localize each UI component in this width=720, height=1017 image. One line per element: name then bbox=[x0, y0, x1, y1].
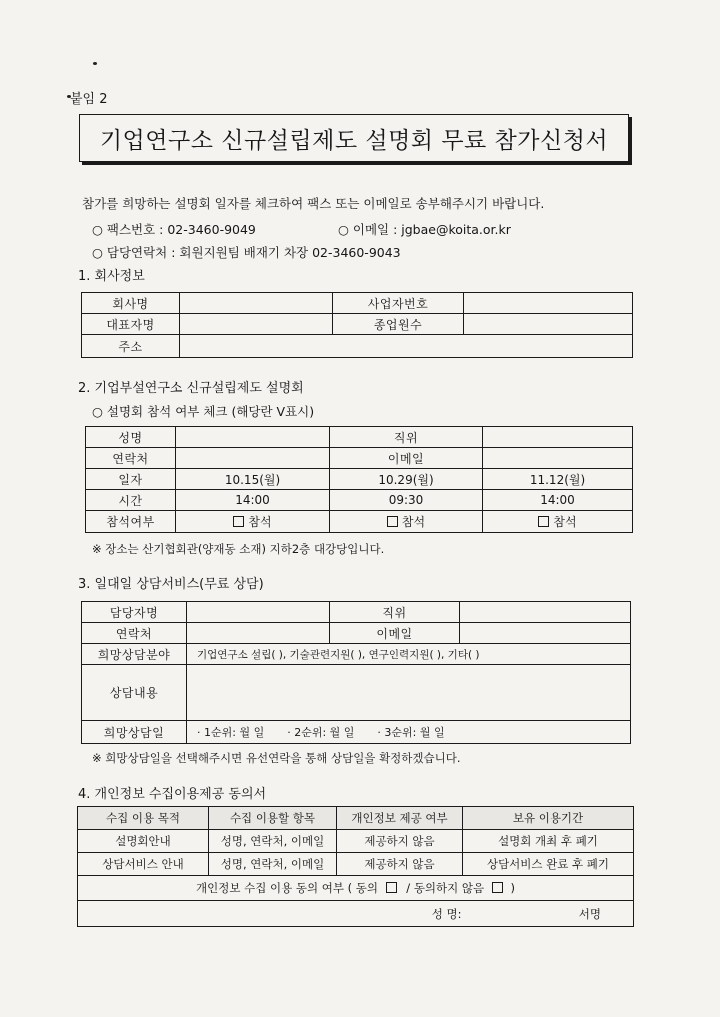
table-cell: 설명회안내 bbox=[78, 830, 209, 853]
employees-field[interactable] bbox=[464, 314, 633, 335]
table-cell: 제공하지 않음 bbox=[337, 853, 463, 876]
contact-label: 연락처 bbox=[86, 448, 176, 469]
session3-attend-text: 참석 bbox=[553, 515, 577, 529]
field-options[interactable]: 기업연구소 설립( ), 기술관련지원( ), 연구인력지원( ), 기타( ) bbox=[187, 644, 631, 665]
session2-attend[interactable] bbox=[330, 511, 483, 533]
company-name-label: 회사명 bbox=[82, 293, 180, 314]
section1-heading: 1. 회사정보 bbox=[78, 269, 145, 284]
signer-name-label: 성 명: bbox=[431, 906, 462, 921]
header-retention: 보유 이용기간 bbox=[463, 807, 634, 830]
email-field[interactable] bbox=[483, 448, 633, 469]
date-label: 일자 bbox=[86, 469, 176, 490]
c-email-field[interactable] bbox=[460, 623, 631, 644]
table-cell: 제공하지 않음 bbox=[337, 830, 463, 853]
content-field[interactable] bbox=[187, 665, 631, 721]
table-cell: 상담서비스 완료 후 폐기 bbox=[463, 853, 634, 876]
attend-label: 참석여부 bbox=[86, 511, 176, 533]
header-purpose: 수집 이용 목적 bbox=[78, 807, 209, 830]
session2-date: 10.29(월) bbox=[330, 469, 483, 490]
business-number-field[interactable] bbox=[464, 293, 633, 314]
session2-checkbox[interactable] bbox=[387, 516, 398, 527]
disagree-checkbox[interactable] bbox=[492, 882, 503, 893]
agree-checkbox[interactable] bbox=[386, 882, 397, 893]
session2-attend-text: 참석 bbox=[401, 515, 426, 529]
position-label: 직위 bbox=[330, 427, 483, 448]
manager-field[interactable] bbox=[187, 602, 330, 623]
position-field[interactable] bbox=[483, 427, 633, 448]
privacy-consent-table bbox=[77, 806, 634, 927]
session3-date: 11.12(월) bbox=[483, 469, 633, 490]
header-items: 수집 이용할 항목 bbox=[209, 807, 337, 830]
table-cell: 성명, 연락처, 이메일 bbox=[209, 830, 337, 853]
header-provision: 개인정보 제공 여부 bbox=[337, 807, 463, 830]
section2-note: ※ 장소는 산기협회관(양재동 소재) 지하2층 대강당입니다. bbox=[92, 542, 385, 556]
consent-prefix: 개인정보 수집 이용 동의 여부 ( 동의 bbox=[196, 881, 378, 895]
address-label: 주소 bbox=[82, 335, 180, 358]
table-cell: 설명회 개최 후 폐기 bbox=[463, 830, 634, 853]
section4-heading: 4. 개인정보 수집이용제공 동의서 bbox=[78, 787, 267, 802]
table-cell: 상담서비스 안내 bbox=[78, 853, 209, 876]
c-position-label: 직위 bbox=[330, 602, 460, 623]
section2-subheading: ○ 설명회 참석 여부 체크 (해당란 V표시) bbox=[92, 404, 315, 419]
session3-attend[interactable] bbox=[483, 511, 633, 533]
address-field[interactable] bbox=[180, 335, 633, 358]
attachment-label: 붙임 2 bbox=[70, 92, 108, 107]
ceo-name-label: 대표자명 bbox=[82, 314, 180, 335]
consent-row bbox=[78, 876, 634, 901]
table-cell: 성명, 연락처, 이메일 bbox=[209, 853, 337, 876]
ceo-name-field[interactable] bbox=[180, 314, 333, 335]
preferred-dates[interactable] bbox=[187, 721, 631, 744]
consent-suffix: ) bbox=[510, 881, 515, 895]
section3-note: ※ 희망상담일을 선택해주시면 유선연락을 통해 상담일을 확정하겠습니다. bbox=[92, 751, 461, 765]
session1-checkbox[interactable] bbox=[233, 516, 244, 527]
session3-checkbox[interactable] bbox=[538, 516, 549, 527]
seminar-table bbox=[85, 426, 633, 533]
company-info-table bbox=[81, 292, 633, 358]
section3-heading: 3. 일대일 상담서비스(무료 상담) bbox=[78, 577, 264, 592]
intro-text: 참가를 희망하는 설명회 일자를 체크하여 팩스 또는 이메일로 송부해주시기 바랍니다. bbox=[82, 196, 545, 211]
content-label: 상담내용 bbox=[82, 665, 187, 721]
field-label: 희망상담분야 bbox=[82, 644, 187, 665]
name-label: 성명 bbox=[86, 427, 176, 448]
signature-row[interactable] bbox=[78, 901, 634, 927]
c-position-field[interactable] bbox=[460, 602, 631, 623]
document-title: 기업연구소 신규설립제도 설명회 무료 참가신청서 bbox=[79, 114, 629, 162]
consent-separator: / 동의하지 않음 bbox=[406, 881, 485, 895]
company-name-field[interactable] bbox=[180, 293, 333, 314]
name-field[interactable] bbox=[176, 427, 330, 448]
session3-time: 14:00 bbox=[483, 490, 633, 511]
manager-label: 담당자명 bbox=[82, 602, 187, 623]
contact-field[interactable] bbox=[176, 448, 330, 469]
top-dot-mark bbox=[93, 62, 97, 65]
email-info: ○ 이메일 : jgbae@koita.or.kr bbox=[338, 222, 511, 237]
rank1-date: · 1순위: 월 일 bbox=[197, 726, 265, 739]
session1-date: 10.15(월) bbox=[176, 469, 330, 490]
fax-info: ○ 팩스번호 : 02-3460-9049 bbox=[92, 222, 256, 237]
session1-attend-text: 참석 bbox=[248, 515, 272, 529]
section2-heading: 2. 기업부설연구소 신규설립제도 설명회 bbox=[78, 381, 304, 396]
contact-info: ○ 담당연락처 : 회원지원팀 배재기 차장 02-3460-9043 bbox=[92, 245, 401, 260]
rank3-date: · 3순위: 월 일 bbox=[377, 726, 445, 739]
preferred-date-label: 희망상담일 bbox=[82, 721, 187, 744]
c-contact-label: 연락처 bbox=[82, 623, 187, 644]
consultation-table bbox=[81, 601, 631, 744]
business-number-label: 사업자번호 bbox=[333, 293, 464, 314]
session2-time: 09:30 bbox=[330, 490, 483, 511]
signature-label: 서명 bbox=[578, 906, 601, 921]
email-label: 이메일 bbox=[330, 448, 483, 469]
c-email-label: 이메일 bbox=[330, 623, 460, 644]
employees-label: 종업원수 bbox=[333, 314, 464, 335]
c-contact-field[interactable] bbox=[187, 623, 330, 644]
session1-attend[interactable] bbox=[176, 511, 330, 533]
session1-time: 14:00 bbox=[176, 490, 330, 511]
rank2-date: · 2순위: 월 일 bbox=[287, 726, 355, 739]
time-label: 시간 bbox=[86, 490, 176, 511]
